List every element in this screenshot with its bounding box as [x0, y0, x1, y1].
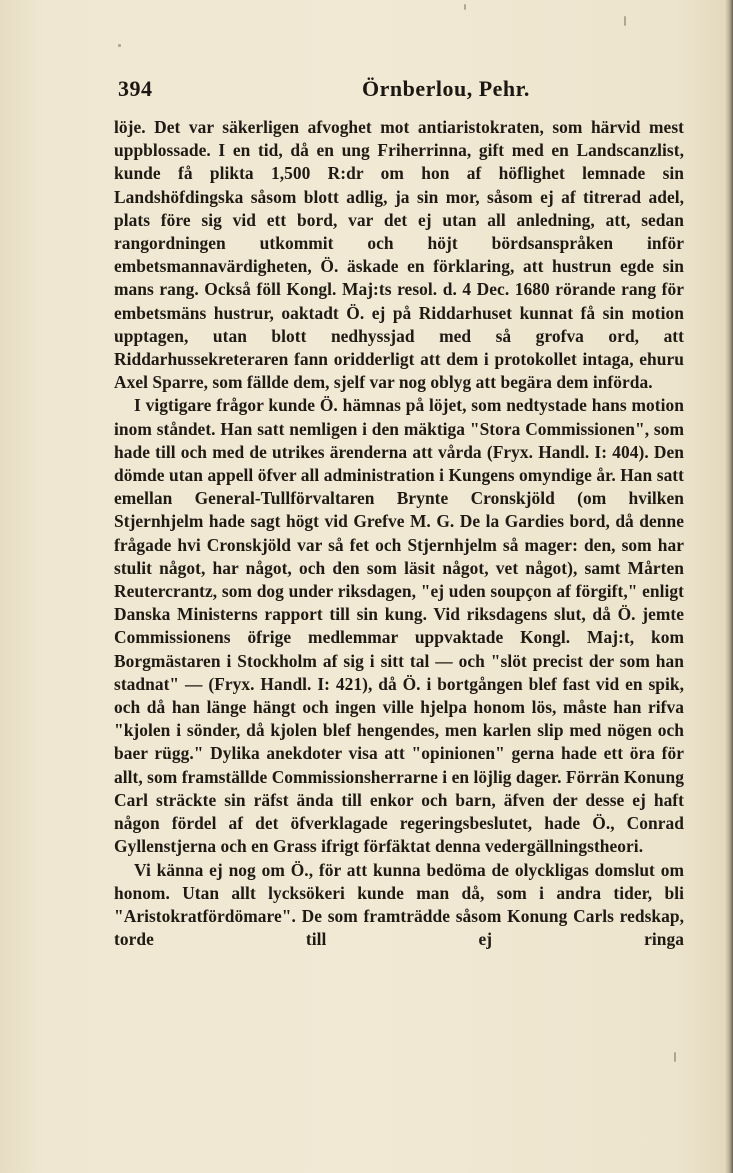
- paragraph: Vi känna ej nog om Ö., för att kunna bedöma de olyckligas domslut om honom. Utan allt lycksökeri kunde man då, som i andra tider, bli "Aristokratfördömare". De som framträdde såsom Konung Carls redskap, torde till ej ringa: [114, 859, 684, 950]
- ink-speck: [674, 1052, 676, 1062]
- page-number: 394: [118, 76, 153, 101]
- ink-speck: [464, 4, 466, 10]
- page-edge-shadow: [725, 0, 733, 1173]
- body-text: [114, 116, 684, 1036]
- running-head: [118, 76, 680, 106]
- running-title: Örnberlou, Pehr.: [362, 76, 530, 101]
- paragraph: I vigtigare frågor kunde Ö. hämnas på löjet, som nedtystade hans motion inom ståndet. Han satt nemligen i den mäktiga "Stora Commissionen", som hade till och med de utrikes ärenderna att vårda (Fryx. Handl. I: 404). Den dömde utan appell öfver all administration i Kungens omyndige år. Han satt emellan General-Tullförvaltaren Brynte Cronskjöld (om hvilken Stjernhjelm hade sagt högt vid Grefve M. G. De la Gardies bord, då denne frågade hvi Cronskjöld var så fet och Stjernhjelm så mager: den, som har stulit något, har något, och den som läsit något, vet något), samt Mårten Reutercrantz, som dog under riksdagen, "ej uden soupçon af förgift," enligt Danska Ministerns rapport till sin kung. Vid riksdagens slut, då Ö. jemte Commissionens öfrige medlemmar uppvaktade Kongl. Maj:t, kom Borgmästaren i Stockholm af sig i sitt tal — och "slöt precist der som han stadnat" — (Fryx. Handl. I: 421), då Ö. i bortgången blef fast vid en spik, och då han länge hängt och ingen ville hjelpa honom lös, måste han rifva "kjolen i sönder, då kjolen blef hengendes, men karlen slip med nögen och baer rügg." Dylika anekdoter visa att "opinionen" gerna hade ett öra för allt, som framställde Commissionsherrarne i en löjlig dager. Förrän Konung Carl sträckte sin räfst ända till enkor och barn, äfven der desse ej haft någon fördel af det öfverklagade regeringsbeslutet, hade Ö., Conrad Gyllenstjerna och en Grass ifrigt förfäktat denna vedergällningstheori.: [114, 395, 684, 857]
- paragraph: löje. Det var säkerligen afvoghet mot antiaristokraten, som härvid mest uppblossade. I en tid, då en ung Friherrinna, gift med en Landscanzlist, kunde få plikta 1,500 R:dr om hon af höflighet lemnade sin Landshöfdingska såsom blott adlig, ja sin mor, såsom ej af titrerad adel, plats före sig vid ett bord, var det ej utan all anledning, att, sedan rangordningen utkommit och höjt bördsanspråken inför embetsmannavärdigheten, Ö. äskade en förklaring, att hustrun egde sin mans rang. Också föll Kongl. Maj:ts resol. d. 4 Dec. 1680 rörande rang för embetsmäns hustrur, oaktadt Ö. ej på Riddarhuset kunnat få sin motion upptagen, utan blott nedhyssjad med så grofva ord, att Riddarhussekreteraren fann oridderligt att dem i protokollet intaga, ehuru Axel Sparre, som fällde dem, sjelf var nog oblyg att begära dem införda.: [114, 117, 684, 393]
- ink-speck: [624, 16, 626, 26]
- ink-speck: [118, 44, 121, 47]
